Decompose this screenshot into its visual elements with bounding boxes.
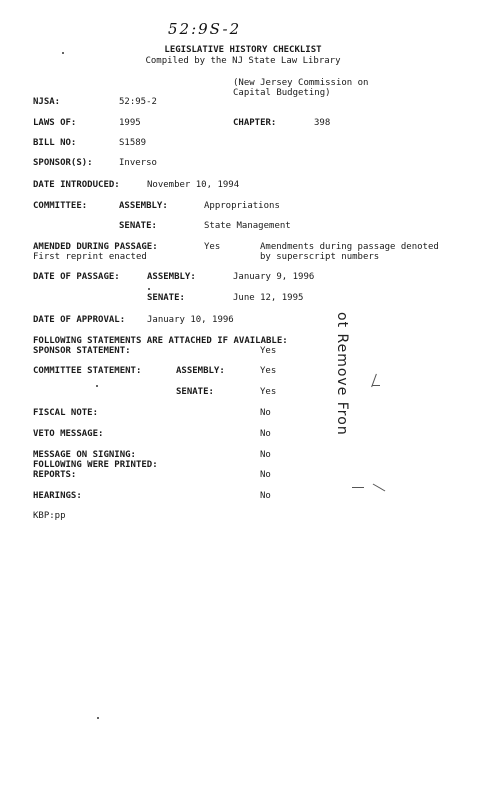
laws-label: LAWS OF: <box>33 118 77 128</box>
committee-label: COMMITTEE: <box>33 201 88 211</box>
njsa-value: 52:95-2 <box>119 97 157 107</box>
amended-note-line-1: Amendments during passage denoted <box>260 242 439 252</box>
approval-label: DATE OF APPROVAL: <box>33 315 126 325</box>
chapter-label: CHAPTER: <box>233 118 277 128</box>
sponsor-statement-value: Yes <box>260 346 277 356</box>
veto-message-label: VETO MESSAGE: <box>33 429 104 439</box>
passage-label: DATE OF PASSAGE: <box>33 272 120 282</box>
chapter-value: 398 <box>314 118 331 128</box>
approval-value: January 10, 1996 <box>147 315 234 325</box>
passage-assembly-label: ASSEMBLY: <box>147 272 196 282</box>
sponsor-value: Inverso <box>119 158 157 168</box>
passage-senate-value: June 12, 1995 <box>233 293 304 303</box>
bill-label: BILL NO: <box>33 138 77 148</box>
sponsor-label: SPONSOR(S): <box>33 158 93 168</box>
assembly-committee-value: Appropriations <box>204 201 280 211</box>
reports-label: REPORTS: <box>33 470 77 480</box>
scan-speck <box>148 288 150 290</box>
senate-committee-label: SENATE: <box>119 221 157 231</box>
senate-committee-value: State Management <box>204 221 291 231</box>
scan-mark <box>372 385 380 386</box>
fiscal-note-value: No <box>260 408 271 418</box>
passage-senate-label: SENATE: <box>147 293 185 303</box>
hearings-label: HEARINGS: <box>33 491 82 501</box>
njsa-label: NJSA: <box>33 97 61 107</box>
cs-senate-value: Yes <box>260 387 277 397</box>
sponsor-statement-label: SPONSOR STATEMENT: <box>33 346 131 356</box>
do-not-remove-stamp: ot Remove Fron <box>334 312 350 436</box>
amended-note-line-2: by superscript numbers <box>260 252 380 262</box>
reprint-note: First reprint enacted <box>33 252 147 262</box>
bill-value: S1589 <box>119 138 147 148</box>
document-subtitle: Compiled by the NJ State Law Library <box>145 56 341 66</box>
printed-heading: FOLLOWING WERE PRINTED: <box>33 460 158 470</box>
passage-assembly-value: January 9, 1996 <box>233 272 315 282</box>
laws-value: 1995 <box>119 118 141 128</box>
scan-speck <box>97 717 99 719</box>
scan-mark <box>373 484 386 492</box>
message-on-signing-value: No <box>260 450 271 460</box>
introduced-value: November 10, 1994 <box>147 180 240 190</box>
scan-mark <box>352 487 364 488</box>
cs-senate-label: SENATE: <box>176 387 214 397</box>
reports-value: No <box>260 470 271 480</box>
document-title: LEGISLATIVE HISTORY CHECKLIST <box>164 45 322 55</box>
scan-speck <box>62 52 64 54</box>
amended-label: AMENDED DURING PASSAGE: <box>33 242 158 252</box>
handwritten-reference: 52:9S-2 <box>168 20 242 38</box>
hearings-value: No <box>260 491 271 501</box>
cs-assembly-label: ASSEMBLY: <box>176 366 225 376</box>
fiscal-note-label: FISCAL NOTE: <box>33 408 99 418</box>
veto-message-value: No <box>260 429 271 439</box>
footer-initials: KBP:pp <box>33 511 66 521</box>
agency-line-1: (New Jersey Commission on <box>233 78 369 88</box>
introduced-label: DATE INTRODUCED: <box>33 180 120 190</box>
attachments-heading: FOLLOWING STATEMENTS ARE ATTACHED IF AVAILABLE: <box>33 336 288 346</box>
amended-value: Yes <box>204 242 221 252</box>
agency-line-2: Capital Budgeting) <box>233 88 331 98</box>
cs-assembly-value: Yes <box>260 366 277 376</box>
scan-speck <box>96 385 98 387</box>
committee-statement-label: COMMITTEE STATEMENT: <box>33 366 142 376</box>
assembly-committee-label: ASSEMBLY: <box>119 201 168 211</box>
message-on-signing-label: MESSAGE ON SIGNING: <box>33 450 136 460</box>
